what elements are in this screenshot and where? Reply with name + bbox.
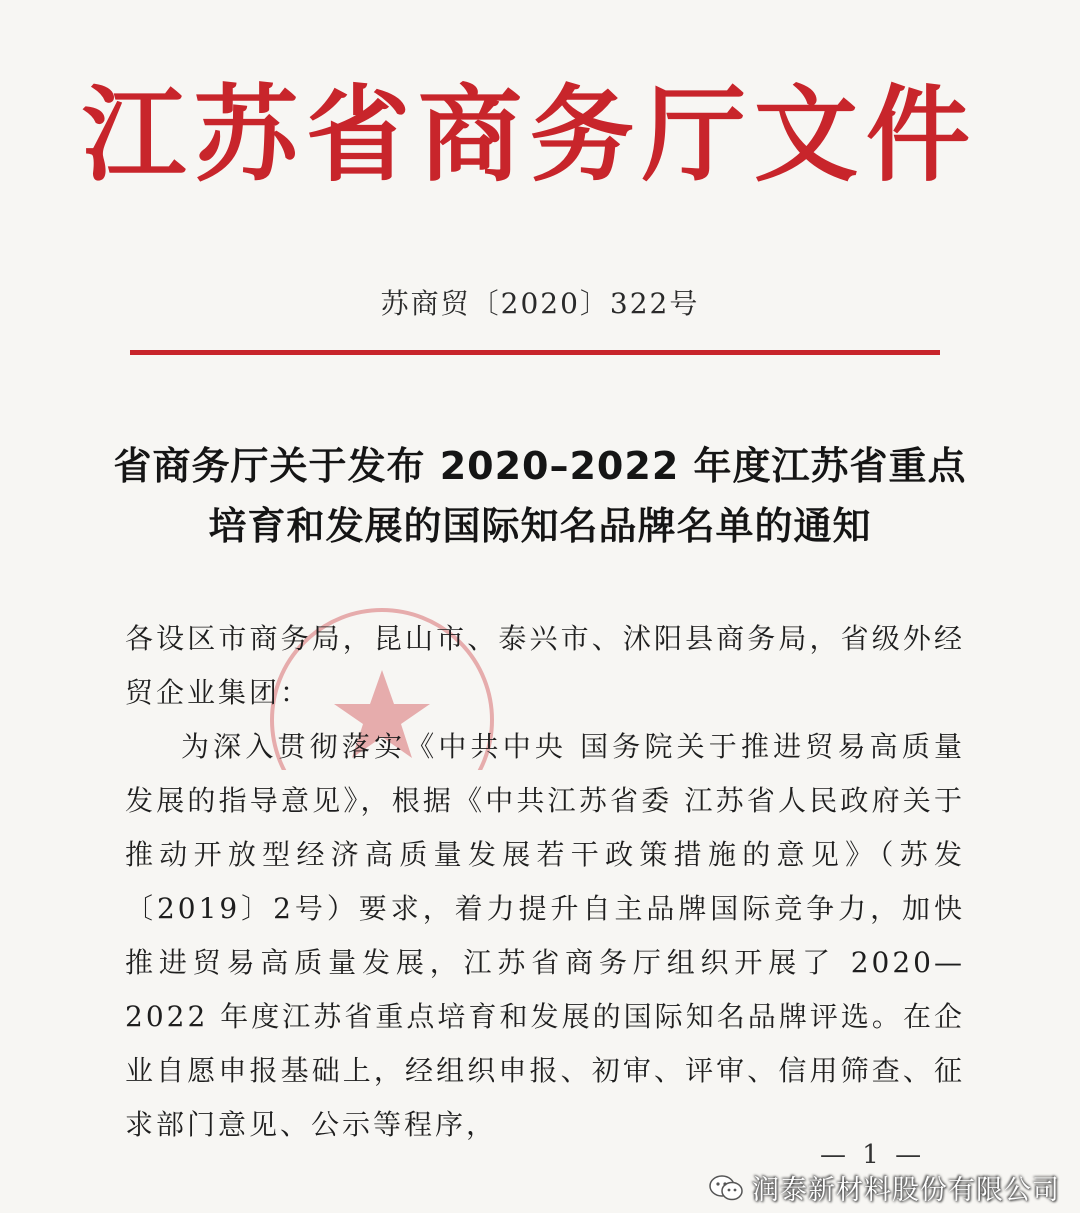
wechat-icon: [708, 1173, 744, 1203]
page-number: — 1 —: [820, 1140, 926, 1170]
watermark-text: 润泰新材料股份有限公司: [752, 1175, 1060, 1206]
document-header-title: 江苏省商务厅文件: [81, 73, 978, 196]
document-number: 苏商贸〔2020〕322号: [380, 287, 700, 320]
notice-title: [100, 436, 980, 556]
notice-body: [125, 612, 965, 1152]
notice-title-line-1: 省商务厅关于发布 2020–2022 年度江苏省重点: [113, 444, 967, 488]
salutation-paragraph: 各设区市商务局，昆山市、泰兴市、沭阳县商务局，省级外经贸企业集团：: [125, 622, 965, 709]
body-paragraph: 为深入贯彻落实《中共中央 国务院关于推进贸易高质量发展的指导意见》，根据《中共江苏省委 江苏省人民政府关于推动开放型经济高质量发展若干政策措施的意见》（苏发〔2019〕2号）要求，着力提升自主品牌国际竞争力，加快推进贸易高质量发展，江苏省商务厅组织开展了 2020—2022 年度江苏省重点培育和发展的国际知名品牌评选。在企业自愿申报基础上，经组织申报、初审、评审、信用筛查、征求部门意见、公示等程序，: [125, 730, 965, 1141]
red-divider-line: [130, 350, 940, 355]
watermark: [708, 1168, 1060, 1207]
notice-title-line-2: 培育和发展的国际知名品牌名单的通知: [208, 504, 872, 548]
